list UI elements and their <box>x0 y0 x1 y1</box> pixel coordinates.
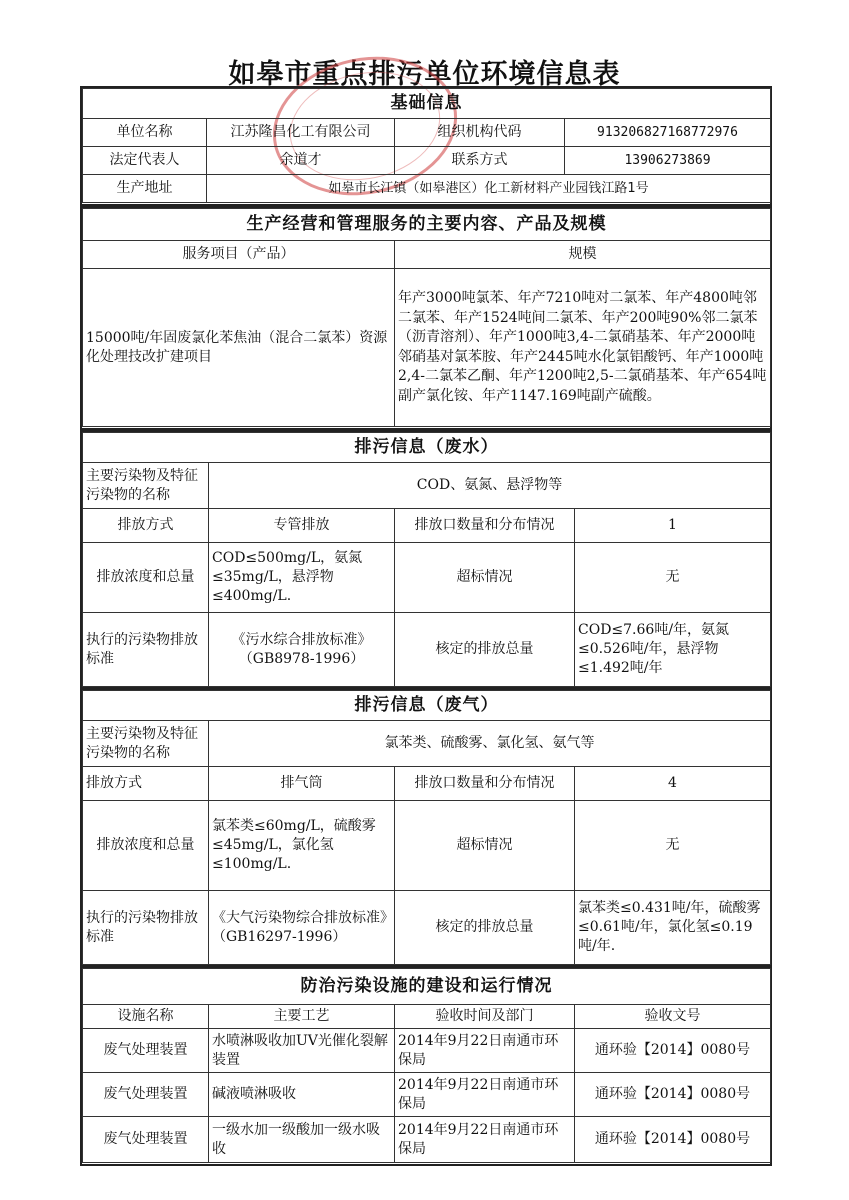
facility-process: 一级水加一级酸加一级水吸收 <box>209 1117 395 1163</box>
gas-outlets-value: 4 <box>575 767 771 801</box>
service-label: 服务项目（产品） <box>83 241 395 269</box>
contact-value: 13906273869 <box>565 147 771 175</box>
gas-standard-label: 执行的污染物排放标准 <box>83 891 209 965</box>
wastewater-header: 排污信息（废水） <box>83 433 771 463</box>
table-row <box>83 1117 771 1163</box>
unit-name-value: 江苏隆昌化工有限公司 <box>207 119 395 147</box>
water-pollutants-value: COD、氨氮、悬浮物等 <box>209 463 771 509</box>
gas-method-label: 排放方式 <box>83 767 209 801</box>
facility-process: 水喷淋吸收加UV光催化裂解装置 <box>209 1029 395 1073</box>
facility-name: 废气处理装置 <box>83 1117 209 1163</box>
water-approved-value: COD≤7.66吨/年，氨氮≤0.526吨/年，悬浮物≤1.492吨/年 <box>575 613 771 687</box>
water-concentration-value: COD≤500mg/L，氨氮≤35mg/L，悬浮物≤400mg/L. <box>209 543 395 613</box>
gas-method-value: 排气筒 <box>209 767 395 801</box>
gas-pollutants-value: 氯苯类、硫酸雾、氯化氢、氨气等 <box>209 721 771 767</box>
facility-col-process: 主要工艺 <box>209 1005 395 1029</box>
water-method-value: 专管排放 <box>209 509 395 543</box>
basic-info-section <box>80 86 772 206</box>
table-row <box>83 1073 771 1117</box>
water-concentration-label: 排放浓度和总量 <box>83 543 209 613</box>
facilities-table <box>82 968 771 1163</box>
water-exceed-label: 超标情况 <box>395 543 575 613</box>
service-value: 15000吨/年固废氯化苯焦油（混合二氯苯）资源化处理技改扩建项目 <box>83 269 395 427</box>
facilities-section <box>80 966 772 1166</box>
facility-col-time: 验收时间及部门 <box>395 1005 575 1029</box>
water-approved-label: 核定的排放总量 <box>395 613 575 687</box>
production-table <box>82 208 771 427</box>
facility-time: 2014年9月22日南通市环保局 <box>395 1029 575 1073</box>
gas-exceed-label: 超标情况 <box>395 801 575 891</box>
water-outlets-label: 排放口数量和分布情况 <box>395 509 575 543</box>
water-standard-label: 执行的污染物排放标准 <box>83 613 209 687</box>
gas-pollutants-label: 主要污染物及特征污染物的名称 <box>83 721 209 767</box>
production-section <box>80 206 772 430</box>
facility-name: 废气处理装置 <box>83 1073 209 1117</box>
water-outlets-value: 1 <box>575 509 771 543</box>
wastewater-section <box>80 430 772 688</box>
gas-standard-value: 《大气污染物综合排放标准》（GB16297-1996） <box>209 891 395 965</box>
basic-info-header: 基础信息 <box>83 89 771 119</box>
scale-label: 规模 <box>395 241 771 269</box>
gas-concentration-value: 氯苯类≤60mg/L，硫酸雾≤45mg/L，氯化氢≤100mg/L. <box>209 801 395 891</box>
facility-doc: 通环验【2014】0080号 <box>575 1117 771 1163</box>
document-title: 如皋市重点排污单位环境信息表 <box>228 59 621 90</box>
unit-name-label: 单位名称 <box>83 119 207 147</box>
org-code-label: 组织机构代码 <box>395 119 565 147</box>
gas-approved-value: 氯苯类≤0.431吨/年，硫酸雾≤0.61吨/年，氯化氢≤0.19吨/年. <box>575 891 771 965</box>
facility-doc: 通环验【2014】0080号 <box>575 1029 771 1073</box>
contact-label: 联系方式 <box>395 147 565 175</box>
gas-concentration-label: 排放浓度和总量 <box>83 801 209 891</box>
facility-name: 废气处理装置 <box>83 1029 209 1073</box>
gas-exceed-value: 无 <box>575 801 771 891</box>
facility-process: 碱液喷淋吸收 <box>209 1073 395 1117</box>
facility-doc: 通环验【2014】0080号 <box>575 1073 771 1117</box>
gas-outlets-label: 排放口数量和分布情况 <box>395 767 575 801</box>
exhaust-gas-header: 排污信息（废气） <box>83 691 771 721</box>
exhaust-gas-section <box>80 688 772 966</box>
production-header: 生产经营和管理服务的主要内容、产品及规模 <box>83 209 771 241</box>
org-code-value: 913206827168772976 <box>565 119 771 147</box>
wastewater-table <box>82 432 771 687</box>
facility-time: 2014年9月22日南通市环保局 <box>395 1073 575 1117</box>
legal-rep-value: 余道才 <box>207 147 395 175</box>
scale-value: 年产3000吨氯苯、年产7210吨对二氯苯、年产4800吨邻二氯苯、年产1524吨间二氯苯、年产200吨90%邻二氯苯（沥青溶剂）、年产1000吨3,4-二氯硝基苯、年产2000吨邻硝基对氯苯胺、年产2445吨水化氯铝酸钙、年产1000吨2,4-二氯苯乙酮、年产1200吨2,5-二氯硝基苯、年产654吨副产氯化铵、年产1147.169吨副产硫酸。 <box>395 269 771 427</box>
address-value: 如皋市长江镇（如皋港区）化工新材料产业园钱江路1号 <box>207 175 771 203</box>
basic-info-table <box>82 88 771 203</box>
water-method-label: 排放方式 <box>83 509 209 543</box>
facility-col-doc: 验收文号 <box>575 1005 771 1029</box>
facility-time: 2014年9月22日南通市环保局 <box>395 1117 575 1163</box>
water-pollutants-label: 主要污染物及特征污染物的名称 <box>83 463 209 509</box>
gas-approved-label: 核定的排放总量 <box>395 891 575 965</box>
facilities-header: 防治污染设施的建设和运行情况 <box>83 969 771 1005</box>
water-standard-value: 《污水综合排放标准》（GB8978-1996） <box>209 613 395 687</box>
address-label: 生产地址 <box>83 175 207 203</box>
legal-rep-label: 法定代表人 <box>83 147 207 175</box>
water-exceed-value: 无 <box>575 543 771 613</box>
facility-col-name: 设施名称 <box>83 1005 209 1029</box>
exhaust-gas-table <box>82 690 771 965</box>
table-row <box>83 1029 771 1073</box>
